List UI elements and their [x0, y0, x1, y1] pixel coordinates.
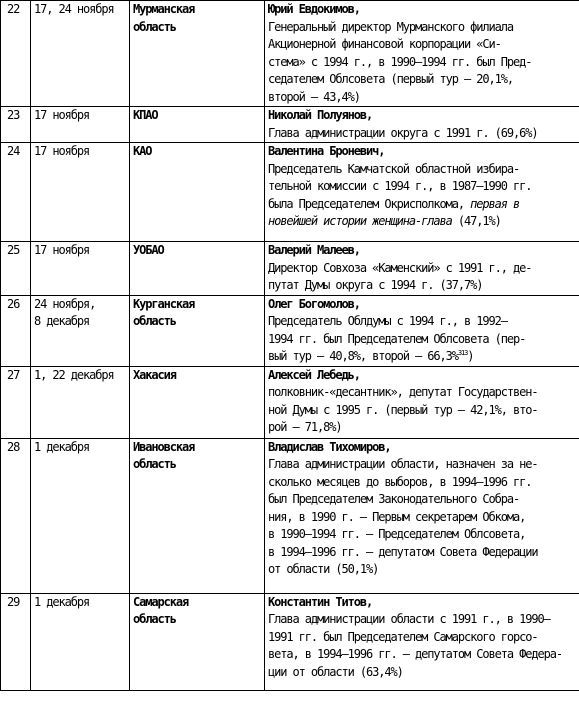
description-line: [268, 384, 576, 402]
description-line: [268, 419, 576, 437]
description-line: [268, 277, 576, 295]
table-row: [1, 1, 579, 107]
governor-name: Николай Полуянов,: [268, 108, 373, 122]
footnote-ref: 313: [457, 349, 468, 357]
description-line: [268, 474, 576, 492]
description-line: [268, 629, 576, 647]
description-line: [268, 260, 576, 278]
row-number: 22: [1, 1, 31, 107]
description-line: [268, 178, 576, 196]
region-line: КПАО: [133, 108, 158, 122]
governor-info: [265, 295, 579, 366]
region-line: область: [133, 19, 176, 34]
description-line: [268, 664, 576, 682]
description-text: в 1994–1996 гг. – депутатом Совета Федерации: [268, 544, 538, 559]
description-italic: первая в: [470, 196, 520, 211]
election-date: [31, 143, 130, 242]
governor-name: Алексей Лебедь,: [268, 367, 360, 382]
election-date: [31, 295, 130, 366]
description-line: [268, 526, 576, 544]
description-line: [268, 611, 576, 629]
description-text: ния, в 1990 г. – Первым секретарем Обкома,: [268, 509, 526, 524]
description-line: [268, 331, 576, 349]
region-line: КАО: [133, 144, 152, 158]
region-name: [130, 1, 265, 107]
region-name: [130, 143, 265, 242]
description-text: Глава администрации области с 1991 г., в 1990–: [268, 612, 550, 626]
description-text: ): [467, 349, 474, 363]
election-date: [31, 593, 130, 690]
description-text: рой – 71,8%): [268, 420, 342, 434]
governor-name: Олег Богомолов,: [268, 296, 360, 311]
description-text: Председатель Камчатской областной избира-: [268, 161, 520, 176]
date-line: 1 декабря: [34, 594, 90, 609]
row-number: 25: [1, 242, 31, 296]
description-text: Глава администрации области, назначен за не-: [268, 457, 538, 471]
description-text: Глава администрации округа с 1991 г. (69,6%): [268, 125, 538, 140]
table-row: [1, 593, 579, 690]
governor-name: Валентина Броневич,: [268, 144, 385, 158]
row-number: 23: [1, 107, 31, 143]
description-text: 1994 гг. был Председателем Облсовета (пер-: [268, 331, 526, 346]
description-line: [268, 456, 576, 474]
region-name: [130, 242, 265, 296]
date-line: 8 декабря: [34, 314, 90, 328]
description-line: [268, 561, 576, 579]
description-line: [268, 19, 576, 37]
description-text: полковник-«десантник», депутат Государствен-: [268, 385, 538, 399]
description-text: Акционерной финансовой корпорации «Си-: [268, 37, 501, 51]
description-text: вый тур – 40,8%, второй – 66,3%: [268, 349, 458, 363]
description-text: Председатель Облдумы с 1994 г., в 1992–: [268, 314, 507, 328]
region-name: [130, 366, 265, 438]
region-line: область: [133, 612, 176, 626]
governor-name: Юрий Евдокимов,: [268, 2, 360, 16]
table-body: [1, 1, 579, 691]
table-row: [1, 143, 579, 242]
governor-info: [265, 438, 579, 593]
description-line: [268, 36, 576, 54]
description-line: [268, 196, 576, 214]
description-text: 1991 гг. был Председателем Самарского горсо-: [268, 629, 538, 644]
description-text: в 1990–1994 гг. – Председателем Облсовета,: [268, 527, 526, 541]
description-text: Генеральный директор Мурманского филиала: [268, 19, 513, 34]
description-text: ной Думы с 1995 г. (первый тур – 42,1%, вто-: [268, 402, 538, 417]
date-line: 1 декабря: [34, 439, 90, 454]
description-line: [268, 213, 576, 231]
date-line: 17 ноября: [34, 243, 90, 257]
governor-info: [265, 242, 579, 296]
row-number: 29: [1, 593, 31, 690]
table-row: [1, 242, 579, 296]
description-line: [268, 125, 576, 143]
description-text: (47,1%): [451, 214, 501, 228]
governor-name: Валерий Малеев,: [268, 243, 360, 257]
description-line: [268, 509, 576, 527]
governor-info: [265, 1, 579, 107]
description-text: вета, в 1994–1996 гг. – депутатом Совета Федера-: [268, 647, 562, 661]
row-number: 26: [1, 295, 31, 366]
region-line: Самарская: [133, 594, 189, 609]
region-line: Хакасия: [133, 367, 176, 382]
description-text: от области (50,1%): [268, 562, 379, 576]
election-date: [31, 438, 130, 593]
date-line: 24 ноября,: [34, 296, 96, 311]
table-row: [1, 438, 579, 593]
election-date: [31, 107, 130, 143]
table-row: [1, 295, 579, 366]
description-text: стема» с 1994 г., в 1990–1994 гг. был Пред-: [268, 54, 532, 69]
region-line: УОБАО: [133, 243, 164, 257]
description-line: [268, 402, 576, 420]
governor-info: [265, 593, 579, 690]
table-row: [1, 366, 579, 438]
region-line: область: [133, 314, 176, 328]
description-line: [268, 646, 576, 664]
description-text: была Председателем Окрисполкома,: [268, 196, 471, 211]
region-line: Мурманская: [133, 2, 195, 16]
region-name: [130, 438, 265, 593]
region-name: [130, 295, 265, 366]
description-line: [268, 491, 576, 509]
description-text: ции от области (63,4%): [268, 664, 403, 679]
region-line: область: [133, 457, 176, 471]
description-text: тельной комиссии с 1994 г., в 1987–1990 гг.: [268, 179, 532, 193]
description-italic: новейшей истории женщина-глава: [268, 214, 452, 228]
date-line: 1, 22 декабря: [34, 367, 114, 382]
description-text: Директор Совхоза «Каменский» с 1991 г., де-: [268, 260, 532, 275]
governor-info: [265, 366, 579, 438]
description-line: [268, 89, 576, 107]
governor-name: Константин Титов,: [268, 594, 373, 609]
date-line: 17, 24 ноября: [34, 2, 114, 16]
region-name: [130, 107, 265, 143]
description-line: [268, 544, 576, 562]
description-text: сколько месяцев до выборов, в 1994–1996 гг.: [268, 474, 532, 489]
description-text: седателем Облсовета (первый тур – 20,1%,: [268, 72, 513, 86]
governor-info: [265, 107, 579, 143]
description-text: был Председателем Законодательного Собра-: [268, 492, 520, 506]
description-line: [268, 161, 576, 179]
region-name: [130, 593, 265, 690]
row-number: 24: [1, 143, 31, 242]
date-line: 17 ноября: [34, 108, 90, 122]
row-number: 28: [1, 438, 31, 593]
description-line: [268, 54, 576, 72]
election-date: [31, 366, 130, 438]
description-text: путат Думы округа с 1994 г. (37,7%): [268, 278, 483, 292]
description-line: [268, 71, 576, 89]
region-line: Ивановская: [133, 439, 195, 454]
governor-info: [265, 143, 579, 242]
table-row: [1, 107, 579, 143]
election-date: [31, 242, 130, 296]
description-text: второй – 43,4%): [268, 89, 360, 104]
description-line: [268, 313, 576, 331]
date-line: 17 ноября: [34, 144, 90, 158]
governor-name: Владислав Тихомиров,: [268, 439, 391, 454]
region-line: Курганская: [133, 296, 195, 311]
row-number: 27: [1, 366, 31, 438]
election-date: [31, 1, 130, 107]
description-line: [268, 348, 576, 366]
